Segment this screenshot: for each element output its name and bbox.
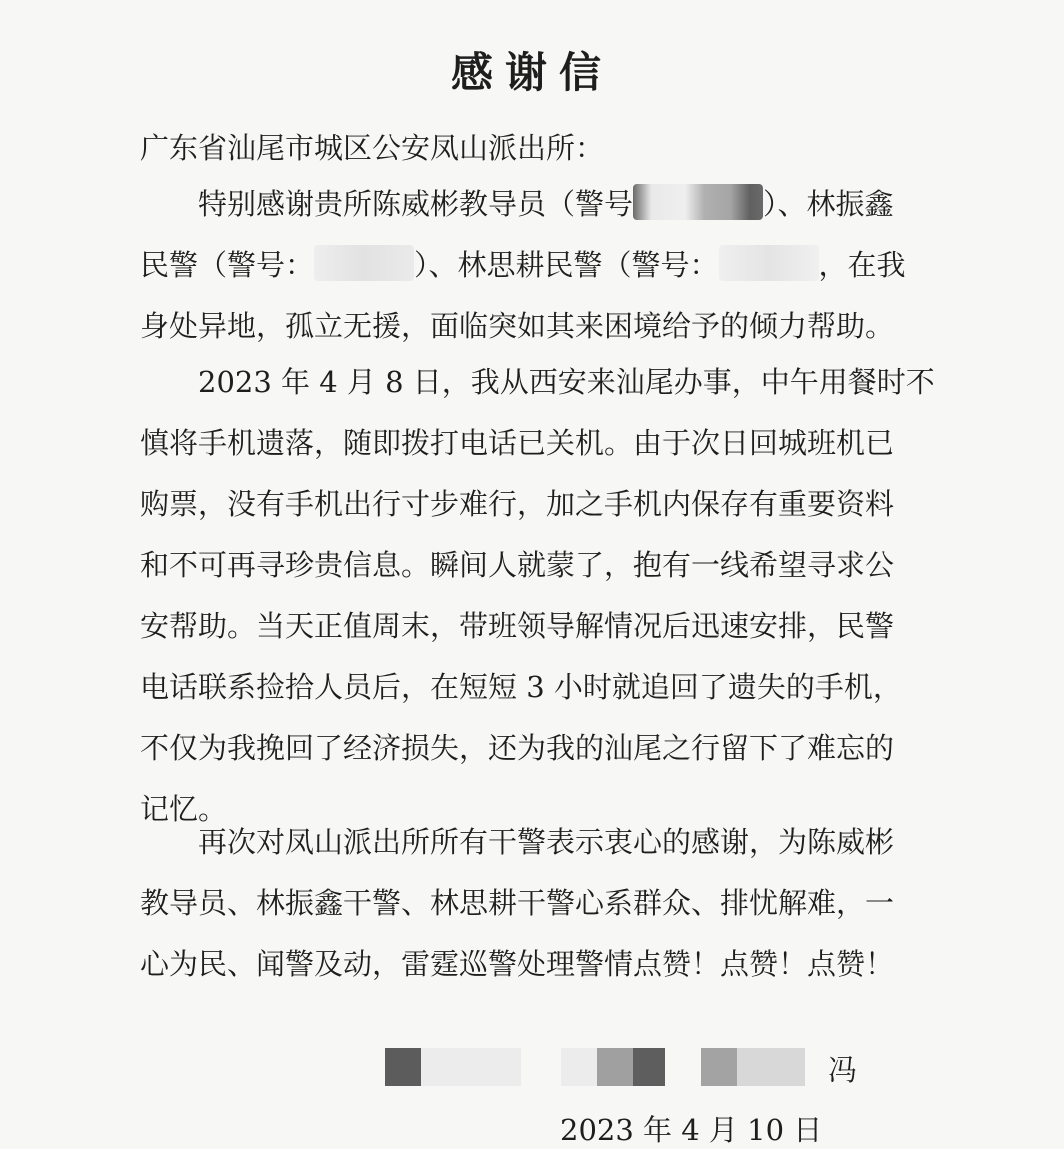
paragraph-line: 心为民、闻警及动，雷霆巡警处理警情点赞！点赞！点赞！: [140, 947, 895, 981]
letter-title: 感谢信: [450, 48, 613, 97]
redacted-badge-number: [633, 184, 763, 220]
paragraph-line: [140, 235, 920, 296]
greeting-line: 广东省汕尾市城区公安凤山派出所：: [140, 131, 605, 165]
letter-date: 2023 年 4 月 10 日: [560, 1113, 823, 1147]
paragraph-story: [140, 352, 935, 840]
paragraph-line: 不仅为我挽回了经济损失，还为我的汕尾之行留下了难忘的: [140, 731, 895, 765]
paragraph-line: 安帮助。当天正值周末，带班领导解情况后迅速安排，民警: [140, 609, 895, 643]
text-fragment: ，在我: [818, 248, 906, 282]
paragraph-line: 购票，没有手机出行寸步难行，加之手机内保存有重要资料: [140, 487, 895, 521]
redacted-signature: [737, 1048, 805, 1086]
redacted-signature: [421, 1048, 521, 1086]
redacted-badge-number: [314, 245, 414, 281]
paragraph-line: 和不可再寻珍贵信息。瞬间人就蒙了，抱有一线希望寻求公: [140, 548, 895, 582]
paragraph-line: [140, 174, 920, 235]
text-fragment: 民警（警号：: [140, 248, 315, 282]
redacted-signature: [597, 1048, 633, 1086]
signature-name: 冯: [828, 1053, 858, 1087]
paragraph-line: 身处异地，孤立无援，面临突如其来困境给予的倾力帮助。: [140, 309, 895, 343]
paragraph-line: 慎将手机遗落，随即拨打电话已关机。由于次日回城班机已: [140, 426, 895, 460]
paragraph-line: 教导员、林振鑫干警、林思耕干警心系群众、排忧解难，一: [140, 886, 895, 920]
text-fragment: 特别感谢贵所陈威彬教导员（警号: [198, 187, 634, 221]
paragraph-thanks: [140, 174, 920, 357]
text-fragment: ）、林思耕民警（警号：: [414, 248, 719, 282]
redacted-signature: [561, 1048, 597, 1086]
paragraph-closing: [140, 812, 920, 995]
paragraph-line: 再次对凤山派出所所有干警表示衷心的感谢，为陈威彬: [198, 825, 895, 859]
text-fragment: ）、林振鑫: [763, 187, 894, 221]
paragraph-line: 电话联系捡拾人员后，在短短 3 小时就追回了遗失的手机，: [140, 670, 902, 704]
redacted-signature: [701, 1048, 737, 1086]
signature-row: [385, 1048, 945, 1086]
redacted-badge-number: [719, 245, 819, 281]
redacted-signature: [633, 1048, 665, 1086]
paragraph-line: 记忆。: [140, 792, 228, 826]
redacted-signature: [385, 1048, 421, 1086]
paragraph-line: 2023 年 4 月 8 日，我从西安来汕尾办事，中午用餐时不: [198, 365, 935, 399]
